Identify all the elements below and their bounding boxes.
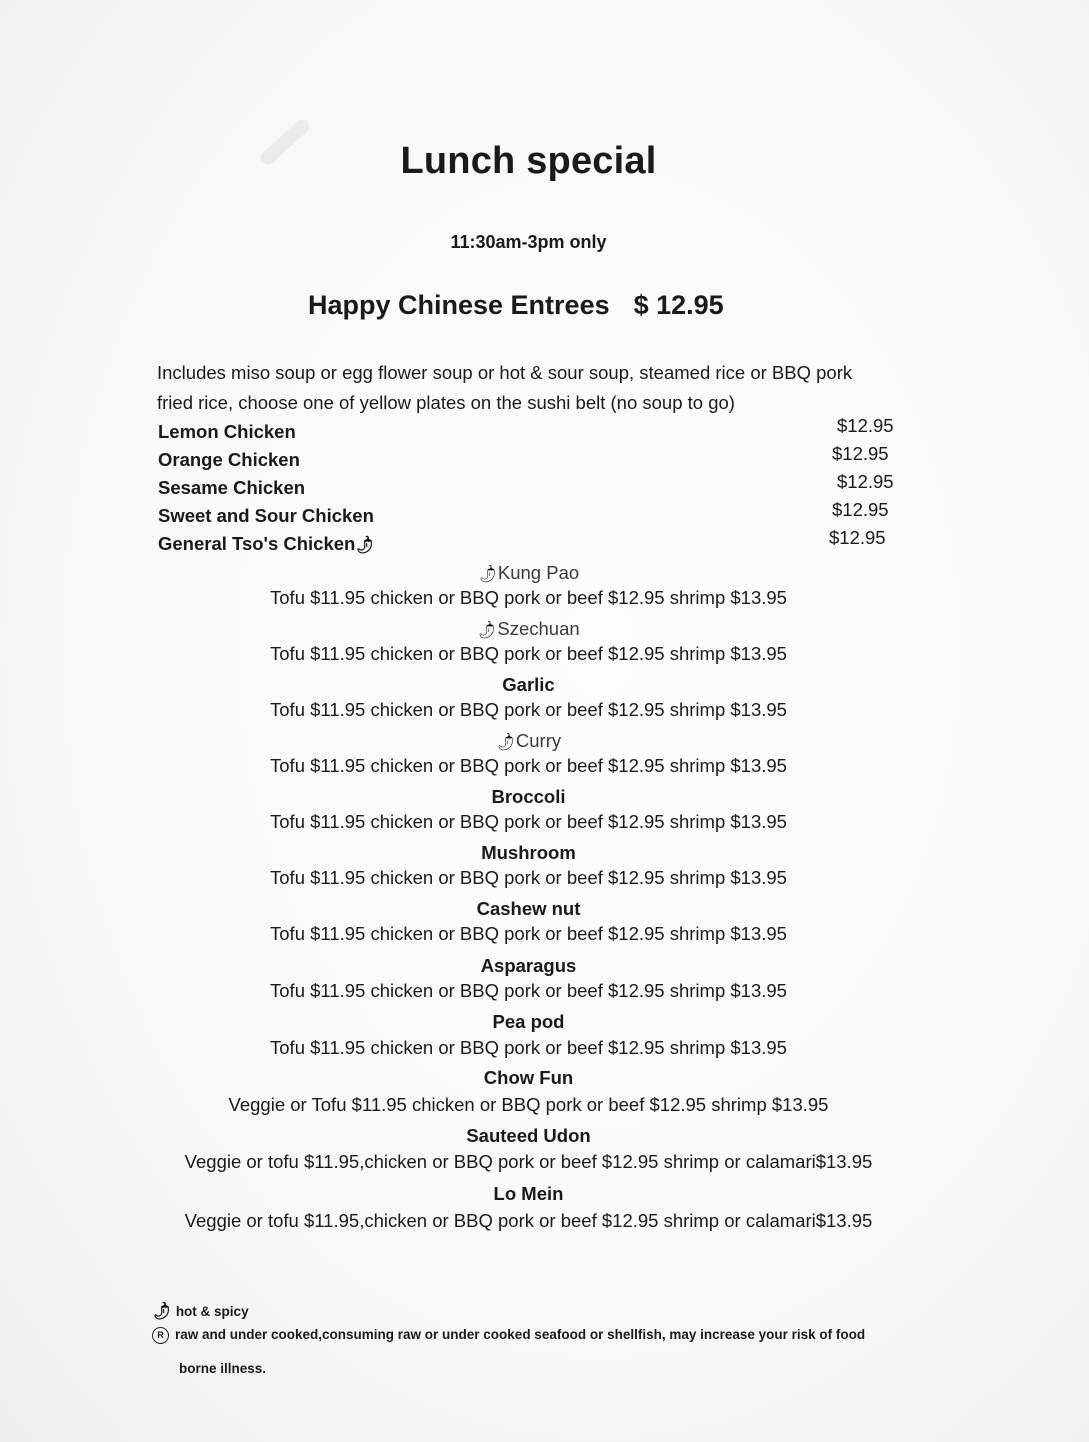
hours-note: 11:30am-3pm only: [450, 232, 607, 252]
intro-line-1: Includes miso soup or egg flower soup or hot & sour soup, steamed rice or BBQ pork: [157, 362, 853, 383]
dish-price-line: Veggie or tofu $11.95,chicken or BBQ pork or beef $12.95 shrimp or calamari$13.95: [184, 1210, 873, 1231]
dish-name: [0, 674, 1057, 696]
combo-name-text: Lemon Chicken: [158, 421, 296, 442]
dish-name-text: Sauteed Udon: [466, 1125, 591, 1146]
combo-item-name: [158, 421, 296, 443]
dish-name-text: Cashew nut: [476, 898, 581, 919]
combo-item-name: [158, 505, 374, 527]
legend-spicy: [149, 1300, 249, 1323]
dish-name: [0, 730, 1057, 752]
dish-name: [0, 1183, 1057, 1205]
dish-price-line: Tofu $11.95 chicken or BBQ pork or beef $12.95 shrimp $13.95: [270, 1037, 787, 1058]
chili-pepper-icon: 🌶︎: [475, 563, 500, 586]
intro-line-2: fried rice, choose one of yellow plates on the sushi belt (no soup to go): [157, 392, 735, 413]
dish-price-line: Tofu $11.95 chicken or BBQ pork or beef $12.95 shrimp $13.95: [270, 980, 787, 1001]
dish-price-line: Tofu $11.95 chicken or BBQ pork or beef $12.95 shrimp $13.95: [270, 923, 787, 944]
dish-price-line: Tofu $11.95 chicken or BBQ pork or beef $12.95 shrimp $13.95: [270, 867, 787, 888]
dish-name: [0, 842, 1057, 864]
dish-name-text: Pea pod: [492, 1011, 565, 1032]
dish-name-text: Mushroom: [481, 842, 576, 863]
dish-name-text: Asparagus: [480, 955, 577, 976]
combo-item-price: $12.95: [832, 443, 889, 464]
dish-name-text: Kung Pao: [497, 562, 580, 583]
combo-name-text: Sesame Chicken: [158, 477, 306, 498]
dish-price-line: Tofu $11.95 chicken or BBQ pork or beef $12.95 shrimp $13.95: [270, 643, 787, 664]
dish-price-line: Tofu $11.95 chicken or BBQ pork or beef $12.95 shrimp $13.95: [270, 755, 787, 776]
chili-pepper-icon: 🌶︎: [493, 731, 518, 754]
combo-name-text: Sweet and Sour Chicken: [158, 505, 374, 526]
dish-price-line: Tofu $11.95 chicken or BBQ pork or beef $12.95 shrimp $13.95: [270, 587, 787, 608]
chili-pepper-icon: 🌶︎: [475, 619, 499, 642]
combo-item-name: [158, 449, 300, 471]
entree-header-label: Happy Chinese Entrees: [308, 290, 610, 320]
dish-name-text: Lo Mein: [493, 1183, 564, 1204]
entree-header: [308, 290, 724, 321]
combo-item-name: [158, 533, 375, 555]
page-title: Lunch special: [400, 140, 657, 182]
combo-name-text: General Tso's Chicken: [158, 533, 356, 554]
raw-warning-icon: R: [152, 1327, 169, 1344]
dish-price-line: Veggie or tofu $11.95,chicken or BBQ pork or beef $12.95 shrimp or calamari$13.95: [184, 1151, 873, 1172]
combo-item-name: [158, 477, 305, 499]
combo-name-text: Orange Chicken: [158, 449, 300, 470]
legend-raw-line-1: raw and under cooked,consuming raw or under cooked seafood or shellfish, may increase your risk of food: [175, 1327, 866, 1343]
dish-name: [0, 898, 1057, 920]
combo-item-price: $12.95: [837, 471, 894, 492]
entree-header-price: $ 12.95: [633, 290, 724, 320]
dish-name: [0, 786, 1057, 808]
combo-item-price: $12.95: [829, 527, 886, 548]
chili-pepper-icon: 🌶︎: [353, 534, 377, 557]
dish-name-text: Chow Fun: [483, 1067, 574, 1088]
dish-name-text: Broccoli: [491, 786, 566, 807]
chili-pepper-icon: 🌶︎: [149, 1300, 174, 1323]
dish-name: [0, 1011, 1057, 1033]
dish-name-text: Szechuan: [497, 618, 580, 639]
dish-name: [0, 618, 1057, 640]
legend-raw-line-2: borne illness.: [179, 1361, 267, 1376]
dish-name: [0, 562, 1057, 584]
dish-price-line: Tofu $11.95 chicken or BBQ pork or beef $12.95 shrimp $13.95: [270, 811, 787, 832]
dish-price-line: Veggie or Tofu $11.95 chicken or BBQ pork or beef $12.95 shrimp $13.95: [228, 1094, 829, 1115]
dish-name: [0, 955, 1057, 977]
dish-name: [0, 1067, 1057, 1089]
dish-price-line: Tofu $11.95 chicken or BBQ pork or beef $12.95 shrimp $13.95: [270, 699, 787, 720]
legend-raw: [152, 1327, 865, 1344]
dish-name-text: Curry: [515, 730, 562, 751]
legend-spicy-label: hot & spicy: [175, 1304, 249, 1319]
dish-name-text: Garlic: [502, 674, 555, 695]
combo-item-price: $12.95: [832, 499, 889, 520]
combo-item-price: $12.95: [837, 415, 894, 436]
dish-name: [0, 1125, 1057, 1147]
